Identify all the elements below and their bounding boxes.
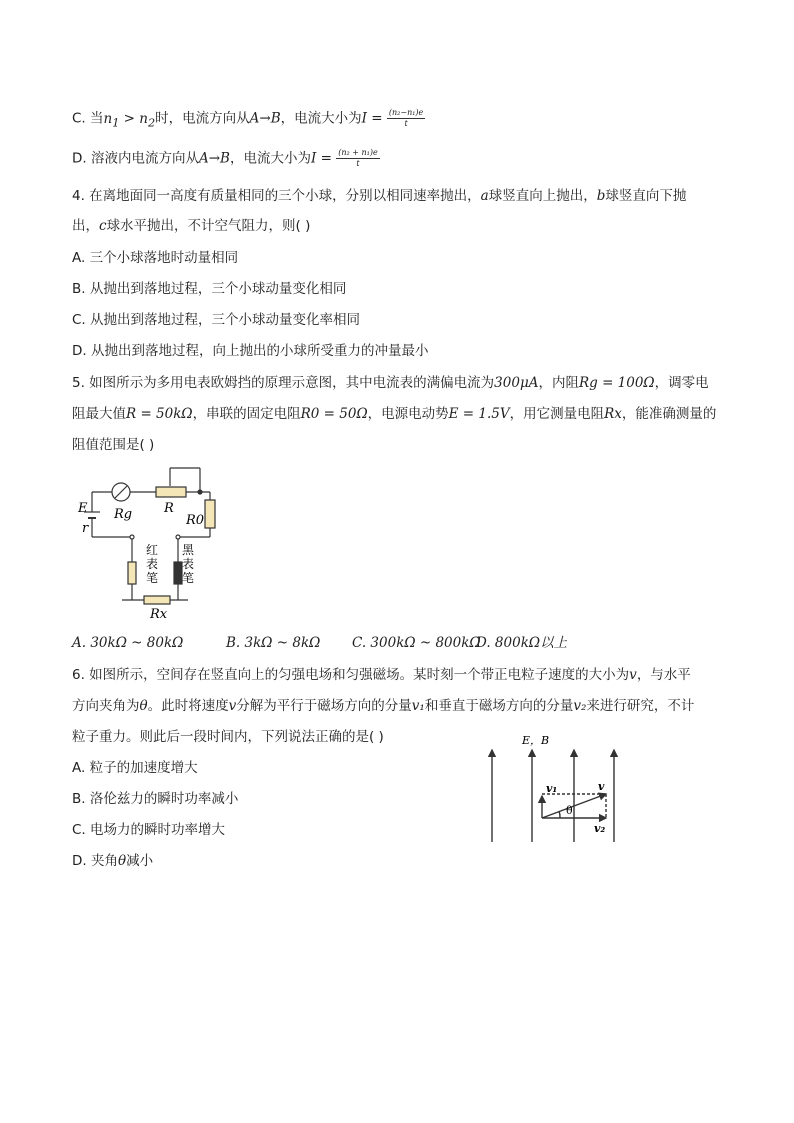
q6-stem-line1: 6. 如图所示，空间存在竖直向上的匀强电场和匀强磁场。某时刻一个带正电粒子速度的大小为v，与水平 bbox=[72, 667, 691, 683]
q5-stem-line3: 阻值范围是( ) bbox=[72, 437, 155, 453]
red-probe bbox=[128, 562, 136, 584]
svg-text:E: E bbox=[78, 501, 88, 516]
svg-text:Rg: Rg bbox=[114, 507, 133, 522]
svg-text:笔: 笔 bbox=[182, 571, 195, 585]
svg-text:表: 表 bbox=[182, 557, 195, 571]
svg-text:v₁: v₁ bbox=[546, 782, 558, 795]
svg-text:Rx: Rx bbox=[150, 607, 168, 622]
svg-text:表: 表 bbox=[146, 557, 159, 571]
q5-option-a: A. 30kΩ ~ 80kΩ bbox=[72, 635, 184, 651]
q4-option-d: D. 从抛出到落地过程，向上抛出的小球所受重力的冲量最小 bbox=[72, 343, 429, 359]
q5-stem-line1: 5. 如图所示为多用电表欧姆挡的原理示意图，其中电流表的满偏电流为300μA，内阻Rg = 100Ω，调零电 bbox=[72, 375, 709, 391]
svg-text:θ: θ bbox=[566, 804, 573, 817]
theta-arc bbox=[559, 811, 560, 818]
q6-stem-line2: 方向夹角为θ。此时将速度v分解为平行于磁场方向的分量v₁和垂直于磁场方向的分量v₂来进行研究，不计 bbox=[72, 698, 695, 714]
rheostat-R bbox=[156, 487, 186, 497]
q4-stem-line1: 4. 在离地面同一高度有质量相同的三个小球，分别以相同速率抛出，a球竖直向上抛出，b球竖直向下抛 bbox=[72, 188, 687, 204]
q3-option-c: C. 当$n_1 > n_2$时，电流方向从A→B，电流大小为I = $\frac{\text{(n₂−n₁)e}}{t}$ bbox=[72, 108, 424, 130]
q5-option-d: D. 800kΩ以上 bbox=[476, 635, 568, 651]
q6-option-c: C. 电场力的瞬时功率增大 bbox=[72, 822, 226, 838]
svg-text:黑: 黑 bbox=[182, 543, 195, 557]
q4-stem-line2: 出，c球水平抛出，不计空气阻力，则( ) bbox=[72, 218, 311, 234]
resistor-Rx bbox=[144, 596, 170, 604]
q4-option-c: C. 从抛出到落地过程，三个小球动量变化率相同 bbox=[72, 312, 361, 328]
svg-text:笔: 笔 bbox=[146, 571, 159, 585]
svg-text:R: R bbox=[164, 501, 174, 516]
q3-option-d: D. 溶液内电流方向从A→B，电流大小为I = $\frac{\text{(n₂ + n₁)e}}{t}$ bbox=[72, 148, 378, 168]
black-probe bbox=[174, 562, 182, 584]
svg-text:红: 红 bbox=[146, 543, 159, 557]
q5-option-c: C. 300kΩ ~ 800kΩ bbox=[352, 635, 481, 651]
n1-symbol: $n_1$ bbox=[103, 110, 120, 130]
svg-text:r: r bbox=[82, 521, 89, 536]
q4-option-b: B. 从抛出到落地过程，三个小球动量变化相同 bbox=[72, 281, 347, 297]
q6-option-b: B. 洛伦兹力的瞬时功率减小 bbox=[72, 791, 239, 807]
q3d-fraction: $\frac{\text{(n₂ + n₁)e}}{t}$ bbox=[338, 148, 378, 168]
svg-text:E，B: E，B bbox=[522, 734, 550, 747]
q6-option-a: A. 粒子的加速度增大 bbox=[72, 760, 198, 776]
q5-option-b: B. 3kΩ ~ 8kΩ bbox=[226, 635, 321, 651]
svg-text:v: v bbox=[598, 780, 605, 793]
q4-option-a: A. 三个小球落地时动量相同 bbox=[72, 250, 239, 266]
q6-stem-line3: 粒子重力。则此后一段时间内，下列说法正确的是( ) bbox=[72, 729, 384, 745]
svg-text:R0: R0 bbox=[186, 513, 205, 528]
q3c-fraction: $\frac{\text{(n₂−n₁)e}}{t}$ bbox=[388, 108, 424, 128]
field-velocity-diagram bbox=[484, 730, 634, 845]
n2-symbol: $n_2$ bbox=[139, 110, 156, 130]
q6-option-d: D. 夹角θ减小 bbox=[72, 853, 154, 869]
q5-stem-line2: 阻最大值R = 50kΩ，串联的固定电阻R0 = 50Ω，电源电动势E = 1.5V，用它测量电阻Rx，能准确测量的 bbox=[72, 406, 717, 422]
ohmmeter-circuit-diagram bbox=[70, 462, 230, 627]
resistor-R0 bbox=[205, 500, 215, 528]
svg-text:v₂: v₂ bbox=[594, 822, 606, 835]
